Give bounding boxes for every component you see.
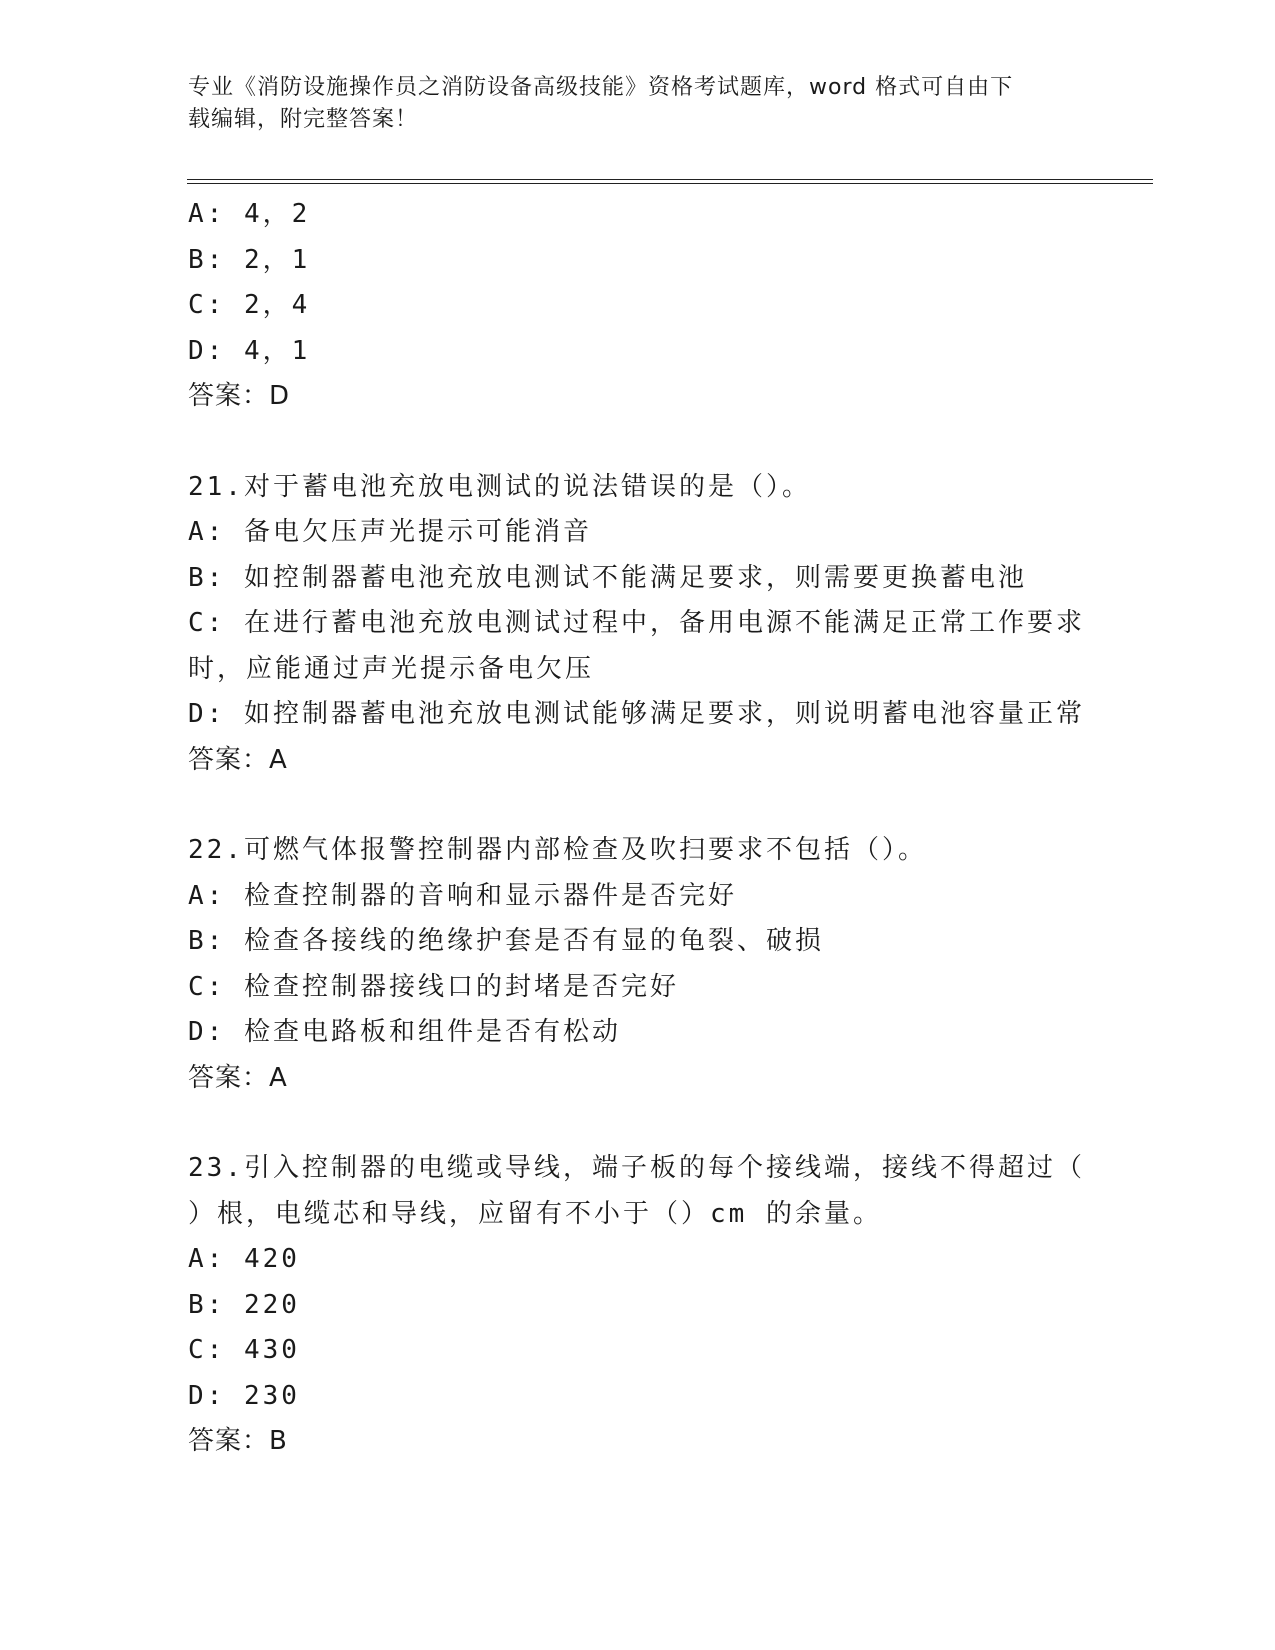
question-23 bbox=[188, 1146, 1088, 1465]
option-b: B: 如控制器蓄电池充放电测试不能满足要求，则需要更换蓄电池 bbox=[188, 562, 1027, 593]
option-d: D: 如控制器蓄电池充放电测试能够满足要求，则说明蓄电池容量正常 bbox=[188, 699, 1085, 729]
answer-line: 答案：B bbox=[188, 1426, 288, 1456]
answer-line: 答案：A bbox=[188, 1062, 288, 1093]
option-c: C: 检查控制器接线口的封堵是否完好 bbox=[188, 971, 679, 1002]
option-c-continued: 时，应能通过声光提示备电欠压 bbox=[188, 653, 595, 684]
option-a: A: 4，2 bbox=[188, 199, 311, 229]
option-d: D: 230 bbox=[188, 1380, 300, 1411]
question-22 bbox=[188, 828, 1088, 1101]
option-c: C: 2，4 bbox=[188, 290, 311, 320]
option-d: D: 检查电路板和组件是否有松动 bbox=[188, 1017, 621, 1047]
header-divider-top bbox=[187, 179, 1153, 180]
question-stem: 21.对于蓄电池充放电测试的说法错误的是（）。 bbox=[188, 471, 811, 502]
question-21 bbox=[188, 465, 1088, 784]
question-content bbox=[188, 192, 1088, 1465]
document-header bbox=[188, 72, 1088, 136]
option-b: B: 检查各接线的绝缘护套是否有显的龟裂、破损 bbox=[188, 926, 824, 956]
option-d: D: 4，1 bbox=[188, 335, 311, 366]
header-line-1: 专业《消防设施操作员之消防设备高级技能》资格考试题库，word 格式可自由下 bbox=[188, 75, 1014, 100]
header-divider-bottom bbox=[187, 183, 1153, 184]
question-stem-continued: ）根，电缆芯和导线，应留有不小于（）cm 的余量。 bbox=[188, 1198, 882, 1229]
option-a: A: 备电欠压声光提示可能消音 bbox=[188, 517, 592, 547]
option-c: C: 430 bbox=[188, 1335, 300, 1365]
prev-question bbox=[188, 192, 1088, 420]
question-stem: 22.可燃气体报警控制器内部检查及吹扫要求不包括（）。 bbox=[188, 835, 927, 865]
answer-line: 答案：A bbox=[188, 744, 288, 775]
header-line-2: 载编辑，附完整答案！ bbox=[188, 107, 419, 132]
option-a: A: 检查控制器的音响和显示器件是否完好 bbox=[188, 880, 737, 911]
spacer bbox=[188, 420, 1088, 465]
spacer bbox=[188, 783, 1088, 828]
spacer bbox=[188, 1101, 1088, 1146]
option-c: C: 在进行蓄电池充放电测试过程中，备用电源不能满足正常工作要求 bbox=[188, 608, 1085, 638]
answer-line: 答案：D bbox=[188, 381, 291, 411]
option-a: A: 420 bbox=[188, 1244, 300, 1274]
option-b: B: 220 bbox=[188, 1289, 300, 1320]
option-b: B: 2，1 bbox=[188, 244, 311, 275]
question-stem: 23.引入控制器的电缆或导线，端子板的每个接线端，接线不得超过（ bbox=[188, 1153, 1085, 1183]
